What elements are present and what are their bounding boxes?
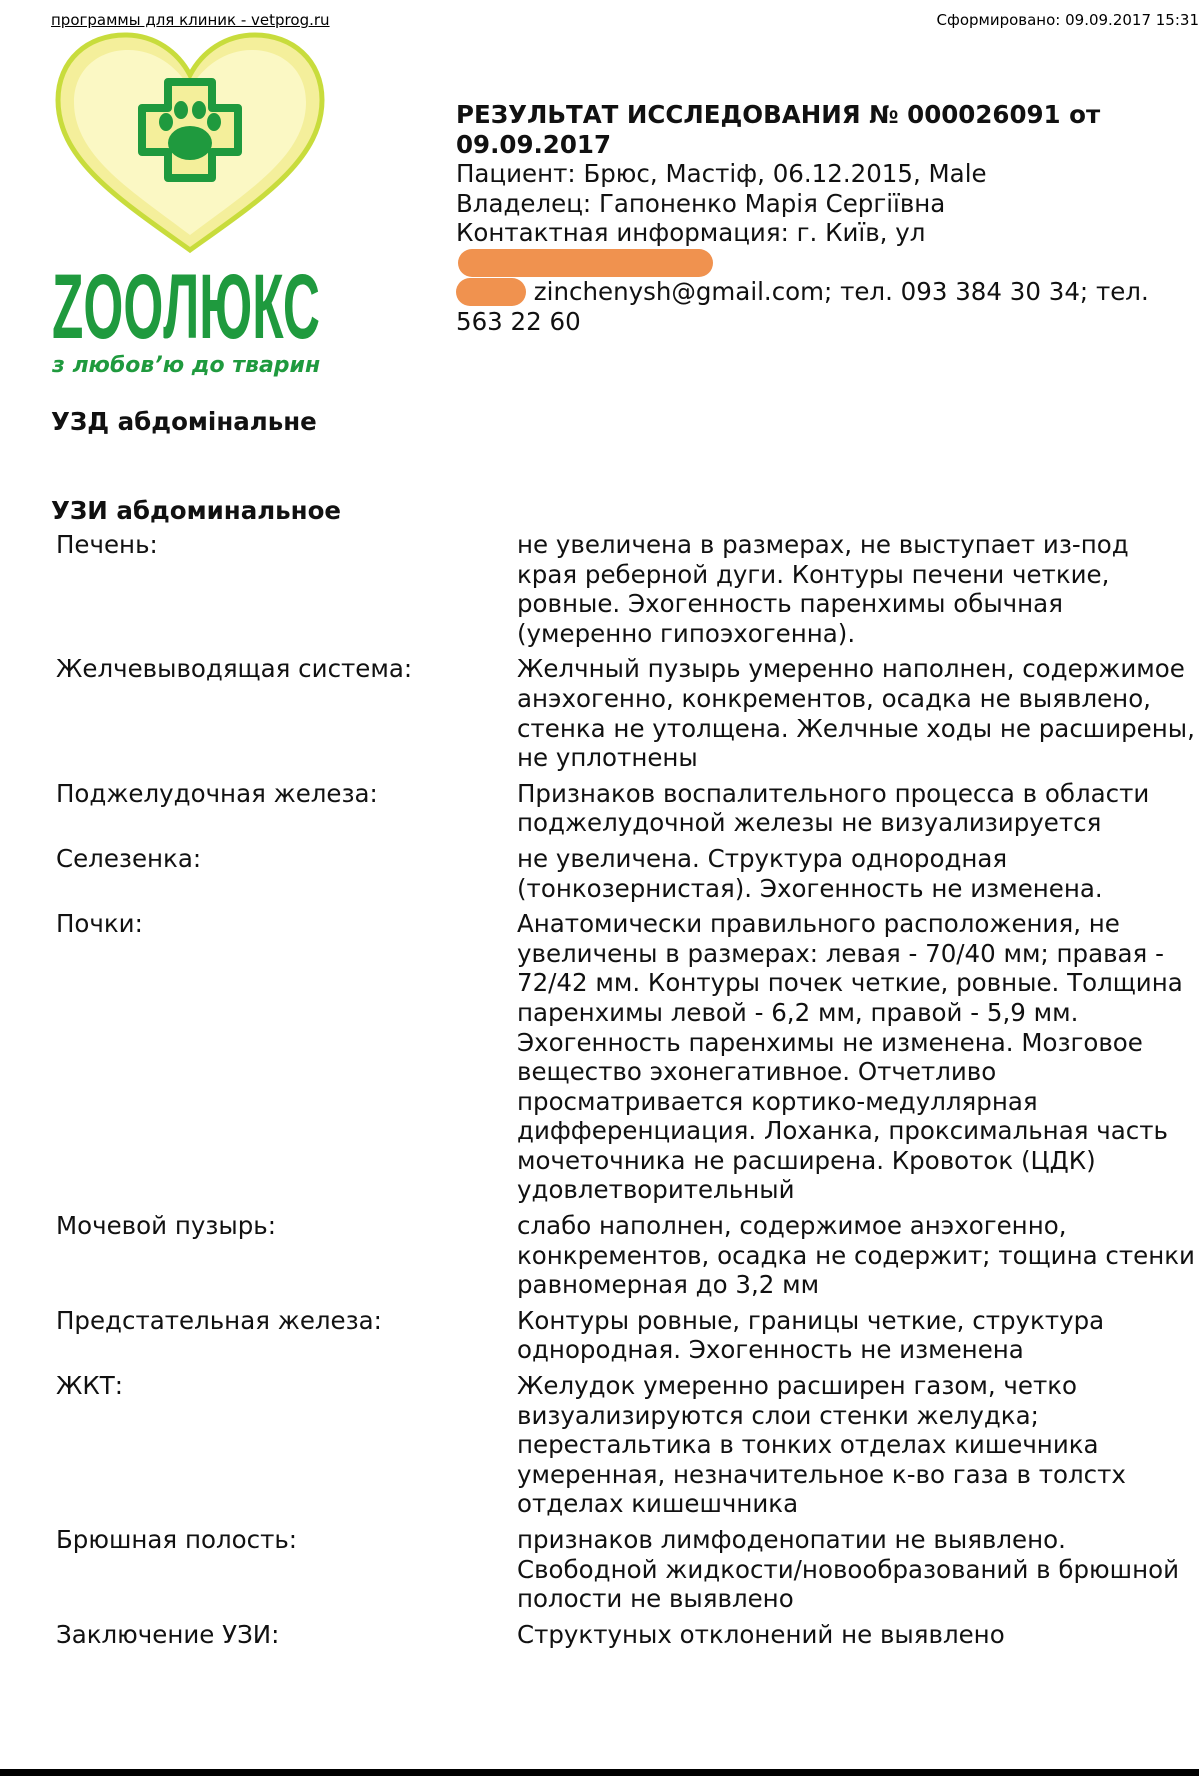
finding-row (56, 779, 1196, 838)
finding-label: Почки: (56, 909, 143, 939)
report-header (456, 100, 1176, 336)
finding-value: Анатомически правильного расположения, не увеличены в размерах: левая - 70/40 мм; правая - 72/42 мм. Контуры почек четкие, ровные. Толщина паренхимы левой - 6,2 мм, правой - 5,9 мм. Эхогенность паренхимы не изменена. Мозговое вещество эхонегативное. Отчетливо просматривается кортико-медуллярная дифференциация. Лоханка, проксимальная часть мочеточника не расширена. Кровоток (ЦДК) удовлетворительный (517, 909, 1183, 1205)
section-title-ru: УЗИ абдоминальное (51, 496, 342, 525)
finding-value: не увеличена. Структура однородная (тонкозернистая). Эхогенность не изменена. (517, 843, 1103, 903)
finding-row (56, 530, 1196, 648)
finding-label: Предстательная железа: (56, 1305, 382, 1335)
finding-label: Желчевыводящая система: (56, 654, 413, 684)
contact-prefix: Контактная информация: г. Київ, ул (456, 218, 926, 247)
bottom-edge-bar (0, 1769, 1199, 1776)
finding-row (56, 844, 1196, 903)
finding-value: Контуры ровные, границы четкие, структура однородная. Эхогенность не изменена (517, 1305, 1105, 1365)
logo-tagline-text: з любов’ю до тварин (52, 353, 321, 378)
finding-value: Структуных отклонений не выявлено (517, 1619, 1005, 1649)
report-title: РЕЗУЛЬТАТ ИССЛЕДОВАНИЯ № 000026091 от 09.09.2017 (456, 100, 1101, 159)
finding-value: Желчный пузырь умеренно наполнен, содержимое анэхогенно, конкрементов, осадка не выявлено, стенка не утолщена. Желчные ходы не расширены, не уплотнены (517, 654, 1195, 773)
finding-label: Поджелудочная железа: (56, 778, 378, 808)
finding-row (56, 1306, 1196, 1365)
finding-label: Печень: (56, 530, 158, 559)
finding-label: Мочевой пузырь: (56, 1211, 276, 1241)
finding-value: Желудок умеренно расширен газом, четко визуализируются слои стенки желудка; перестальтика в тонких отделах кишечника умеренная, незначительное к-во газа в толстх отделах кишешчника (517, 1371, 1126, 1519)
patient-line: Пациент: Брюс, Мастіф, 06.12.2015, Male (456, 159, 987, 188)
generated-timestamp: Сформировано: 09.09.2017 15:31 (936, 11, 1199, 29)
finding-value: не увеличена в размерах, не выступает из-под края реберной дуги. Контуры печени четкие, ровные. Эхогенность паренхимы обычная (умеренно гипоэхогенна). (517, 530, 1129, 648)
zoolux-logo (50, 30, 330, 380)
finding-value: Признаков воспалительного процесса в области поджелудочной железы не визуализируется (517, 778, 1150, 838)
finding-row (56, 654, 1196, 772)
owner-line: Владелец: Гапоненко Марія Сергіївна (456, 188, 946, 218)
finding-value: признаков лимфоденопатии не выявлено. Свободной жидкости/новообразований в брюшной полости не выявлено (517, 1525, 1180, 1614)
finding-row (56, 1525, 1196, 1614)
section-title-ua: УЗД абдомінальне (51, 407, 317, 436)
finding-label: ЖКТ: (56, 1371, 124, 1401)
logo-brand-text: ZOOЛЮКС (52, 256, 320, 358)
contact-email-phones: zinchenysh@gmail.com; тел. 093 384 30 34; тел. 563 22 60 (456, 277, 1149, 336)
finding-label: Брюшная полость: (56, 1525, 298, 1554)
finding-label: Заключение УЗИ: (56, 1619, 280, 1649)
finding-row (56, 1211, 1196, 1300)
finding-label: Селезенка: (56, 843, 202, 873)
finding-row (56, 1371, 1196, 1519)
vetprog-link[interactable]: программы для клиник - vetprog.ru (51, 11, 330, 29)
redaction-mark (456, 278, 526, 306)
finding-row (56, 909, 1196, 1205)
finding-row (56, 1620, 1196, 1650)
heart-cross-paw-icon (50, 30, 330, 380)
contact-info (456, 218, 1176, 336)
redaction-mark (458, 249, 713, 277)
findings-table (56, 530, 1196, 1655)
finding-value: слабо наполнен, содержимое анэхогенно, конкрементов, осадка не содержит; тощина стенки равномерная до 3,2 мм (517, 1211, 1195, 1300)
